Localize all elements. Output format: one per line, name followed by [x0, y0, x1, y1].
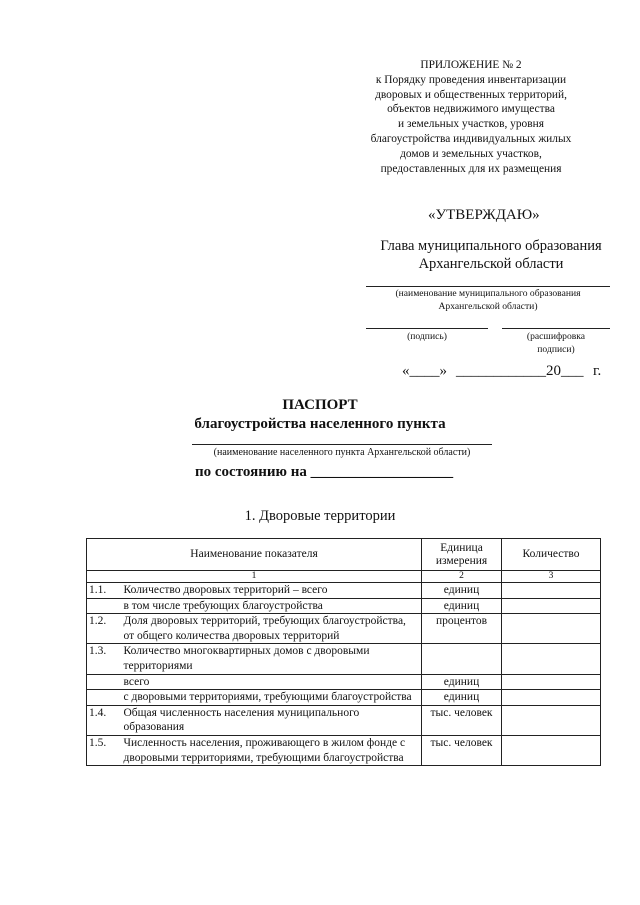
row-name: Количество многоквартирных домов с дворовыми территориями	[122, 644, 422, 674]
annex-line: объектов недвижимого имущества	[387, 103, 555, 116]
approval-stamp: «УТВЕРЖДАЮ»	[428, 207, 540, 223]
approver-position	[360, 237, 622, 273]
signature-decode-caption: (расшифровка подписи)	[526, 331, 586, 355]
passport-title: ПАСПОРТ	[282, 397, 358, 413]
table-row	[87, 598, 601, 614]
table-row	[87, 735, 601, 765]
row-qty	[502, 644, 601, 674]
annex-line: к Порядку проведения инвентаризации	[375, 73, 567, 86]
row-number: 1.1.	[87, 583, 122, 599]
header-unit: Единица измерения	[422, 539, 502, 571]
signature-line	[366, 328, 488, 329]
column-number-row	[87, 571, 601, 583]
annex-line: и земельных участков, уровня	[398, 118, 544, 131]
annex-block	[340, 58, 602, 176]
annex-line: предоставленных для их размещения	[380, 162, 562, 175]
date-suffix: г.	[593, 363, 602, 379]
column-number: 2	[422, 571, 502, 583]
row-number: 1.4.	[87, 705, 122, 735]
date-year: 20___	[546, 363, 584, 379]
table-row	[87, 583, 601, 599]
section-title: 1. Дворовые территории	[244, 508, 396, 524]
table-row	[87, 644, 601, 674]
row-unit: единиц	[422, 690, 502, 706]
row-qty	[502, 705, 601, 735]
row-unit: тыс. человек	[422, 735, 502, 765]
row-name: Количество дворовых территорий – всего	[122, 583, 422, 599]
approver-position-line1: Глава муниципального образования	[380, 238, 602, 254]
locality-caption: (наименование населенного пункта Архангельской области)	[213, 447, 471, 458]
annex-line: благоустройства индивидуальных жилых	[370, 132, 572, 145]
row-unit: единиц	[422, 674, 502, 690]
table-row	[87, 705, 601, 735]
passport-subtitle: благоустройства населенного пункта	[194, 416, 446, 432]
row-number	[87, 674, 122, 690]
row-name: всего	[122, 674, 422, 690]
column-number: 3	[502, 571, 601, 583]
date-day: «____»	[402, 363, 447, 379]
table-row	[87, 690, 601, 706]
row-name: Доля дворовых территорий, требующих благоустройства, от общего количества дворовых территорий	[122, 614, 422, 644]
table-row	[87, 674, 601, 690]
row-qty	[502, 614, 601, 644]
row-name: в том числе требующих благоустройства	[122, 598, 422, 614]
row-qty	[502, 598, 601, 614]
header-name: Наименование показателя	[87, 539, 422, 571]
indicators-table	[86, 538, 601, 766]
signature-decode-line	[502, 328, 610, 329]
row-number: 1.2.	[87, 614, 122, 644]
table-row	[87, 614, 601, 644]
table-header-row	[87, 539, 601, 571]
column-number: 1	[87, 571, 422, 583]
row-name: Численность населения, проживающего в жилом фонде с дворовыми территориями, требующими благоустройства	[122, 735, 422, 765]
row-unit: единиц	[422, 598, 502, 614]
row-qty	[502, 735, 601, 765]
row-unit: тыс. человек	[422, 705, 502, 735]
row-unit: процентов	[422, 614, 502, 644]
annex-line: дворовых и общественных территорий,	[375, 88, 567, 101]
date-month: ____________	[456, 363, 546, 379]
row-number	[87, 690, 122, 706]
row-number	[87, 598, 122, 614]
approver-position-line2: Архангельской области	[418, 256, 564, 272]
row-qty	[502, 583, 601, 599]
row-name: с дворовыми территориями, требующими благоустройства	[122, 690, 422, 706]
org-name-caption: (наименование муниципального образования Архангельской области)	[395, 288, 581, 312]
row-number: 1.3.	[87, 644, 122, 674]
row-number: 1.5.	[87, 735, 122, 765]
row-qty	[502, 690, 601, 706]
row-unit: единиц	[422, 583, 502, 599]
org-name-line	[366, 286, 610, 287]
signature-caption: (подпись)	[407, 331, 447, 342]
row-name: Общая численность населения муниципального образования	[122, 705, 422, 735]
row-unit	[422, 644, 502, 674]
header-qty: Количество	[502, 539, 601, 571]
annex-line: домов и земельных участков,	[400, 147, 542, 160]
annex-title: ПРИЛОЖЕНИЕ № 2	[420, 59, 522, 71]
locality-line	[192, 444, 492, 445]
as-of-date: по состоянию на ___________________	[195, 464, 454, 480]
row-qty	[502, 674, 601, 690]
